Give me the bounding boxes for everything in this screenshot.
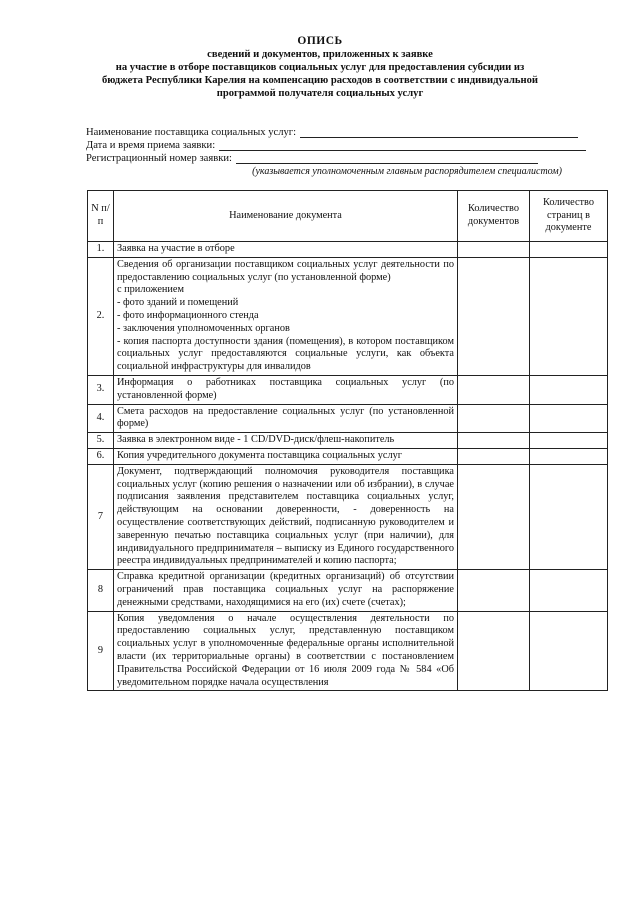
row-document-name: Смета расходов на предоставление социальных услуг (по установленной форме) xyxy=(114,404,458,433)
table-row xyxy=(88,242,608,258)
row-number: 1. xyxy=(88,242,114,258)
row-page-count-cell[interactable] xyxy=(530,257,608,375)
row-document-count-cell[interactable] xyxy=(458,448,530,464)
row-attachment-line: - фото информационного стенда xyxy=(117,309,259,321)
registration-number-label: Регистрационный номер заявки: xyxy=(86,153,232,164)
row-page-count-cell[interactable] xyxy=(530,570,608,611)
provider-name-blank[interactable] xyxy=(300,127,578,138)
row-document-count-cell[interactable] xyxy=(458,611,530,691)
provider-name-field[interactable] xyxy=(86,125,586,138)
row-number: 6. xyxy=(88,448,114,464)
row-number: 9 xyxy=(88,611,114,691)
document-subtitle-line-1: сведений и документов, приложенных к заявке xyxy=(207,49,433,60)
row-document-count-cell[interactable] xyxy=(458,404,530,433)
row-document-count-cell[interactable] xyxy=(458,464,530,569)
row-document-count-cell[interactable] xyxy=(458,257,530,375)
date-time-blank[interactable] xyxy=(219,140,586,151)
registration-number-blank[interactable] xyxy=(236,153,538,164)
row-attachment-line: - фото зданий и помещений xyxy=(117,297,239,309)
row-document-count-cell[interactable] xyxy=(458,375,530,404)
document-title: ОПИСЬ xyxy=(297,35,343,47)
row-document-name: Копия учредительного документа поставщика социальных услуг xyxy=(114,448,458,464)
table-row xyxy=(88,433,608,449)
row-page-count-cell[interactable] xyxy=(530,242,608,258)
row-document-name xyxy=(114,257,458,375)
document-subtitle-line-2: на участие в отборе поставщиков социальных услуг для предоставления субсидии из xyxy=(115,62,525,73)
row-attachment-line: с приложением xyxy=(117,284,184,296)
table-row xyxy=(88,404,608,433)
date-time-field[interactable] xyxy=(86,138,586,151)
table-row xyxy=(88,257,608,375)
row-number: 8 xyxy=(88,570,114,611)
row-page-count-cell[interactable] xyxy=(530,433,608,449)
row-document-name: Информация о работниках поставщика социальных услуг (по установленной форме) xyxy=(114,375,458,404)
table-row xyxy=(88,570,608,611)
row-document-count-cell[interactable] xyxy=(458,242,530,258)
document-subtitle-line-4: программой получателя социальных услуг xyxy=(216,88,424,99)
table-row xyxy=(88,611,608,691)
row-number: 7 xyxy=(88,464,114,569)
row-page-count-cell[interactable] xyxy=(530,375,608,404)
row-page-count-cell[interactable] xyxy=(530,448,608,464)
row-number: 4. xyxy=(88,404,114,433)
column-header-document-name: Наименование документа xyxy=(114,191,458,242)
row-document-count-cell[interactable] xyxy=(458,570,530,611)
row-document-name: Заявка на участие в отборе xyxy=(114,242,458,258)
column-header-number: N п/п xyxy=(88,191,114,242)
date-time-label: Дата и время приема заявки: xyxy=(86,140,216,151)
column-header-document-count: Количество документов xyxy=(458,191,530,242)
provider-name-label: Наименование поставщика социальных услуг: xyxy=(86,127,297,138)
row-page-count-cell[interactable] xyxy=(530,464,608,569)
row-document-name: Справка кредитной организации (кредитных организаций) об отсутствии ограничений прав поставщика социальных услуг на распоряжение денежными средствами, находящимися на его (их) счете (счетах); xyxy=(114,570,458,611)
document-header xyxy=(40,34,600,100)
table-row xyxy=(88,464,608,569)
row-document-name: Копия уведомления о начале осуществления деятельности по предоставлению социальных услуг, представленную поставщиком социальных услуг в уполномоченные федеральные органы исполнительной власти (их территориальные органы) в соответствии с постановлением Правительства Российской Федерации от 16 июля 2009 года № 584 «Об уведомительном порядке начала осуществления xyxy=(114,611,458,691)
row-document-name: Документ, подтверждающий полномочия руководителя поставщика социальных услуг (копию решения о назначении или об избрании), в случае подписания заявления представителем поставщика социальных услуг, действующим на основании доверенности, - доверенность на осуществление соответствующих действий, подписанную руководителем и заверенную печатью поставщика социальных услуг (при наличии), для индивидуального предпринимателя – выписку из Единого государственного реестра индивидуальных предпринимателей и копию паспорта; xyxy=(114,464,458,569)
row-document-name: Заявка в электронном виде - 1 CD/DVD-диск/флеш-накопитель xyxy=(114,433,458,449)
row-number: 2. xyxy=(88,257,114,375)
document-subtitle-line-3: бюджета Республики Карелия на компенсацию расходов в соответствии с индивидуальной xyxy=(101,75,539,86)
row-attachment-line: - копия паспорта доступности здания (помещения), в котором поставщиком социальных услуг предоставляются социальные услуги, как объекта социальной инфраструктуры для инвалидов xyxy=(117,335,454,373)
table-row xyxy=(88,375,608,404)
registration-number-field[interactable] xyxy=(86,151,586,164)
row-page-count-cell[interactable] xyxy=(530,404,608,433)
row-document-name-main: Сведения об организации поставщиком социальных услуг деятельности по предоставлению социальных услуг (по установленной форме) xyxy=(117,258,454,283)
table-header-row xyxy=(88,191,608,242)
row-page-count-cell[interactable] xyxy=(530,611,608,691)
field-note: (указывается уполномоченным главным распорядителем специалистом) xyxy=(252,166,562,177)
row-attachment-line: - заключения уполномоченных органов xyxy=(117,322,290,334)
row-number: 3. xyxy=(88,375,114,404)
application-fields xyxy=(86,125,586,177)
row-document-count-cell[interactable] xyxy=(458,433,530,449)
table-row xyxy=(88,448,608,464)
column-header-page-count: Количество страниц в документе xyxy=(530,191,608,242)
row-number: 5. xyxy=(88,433,114,449)
documents-table xyxy=(87,190,608,691)
